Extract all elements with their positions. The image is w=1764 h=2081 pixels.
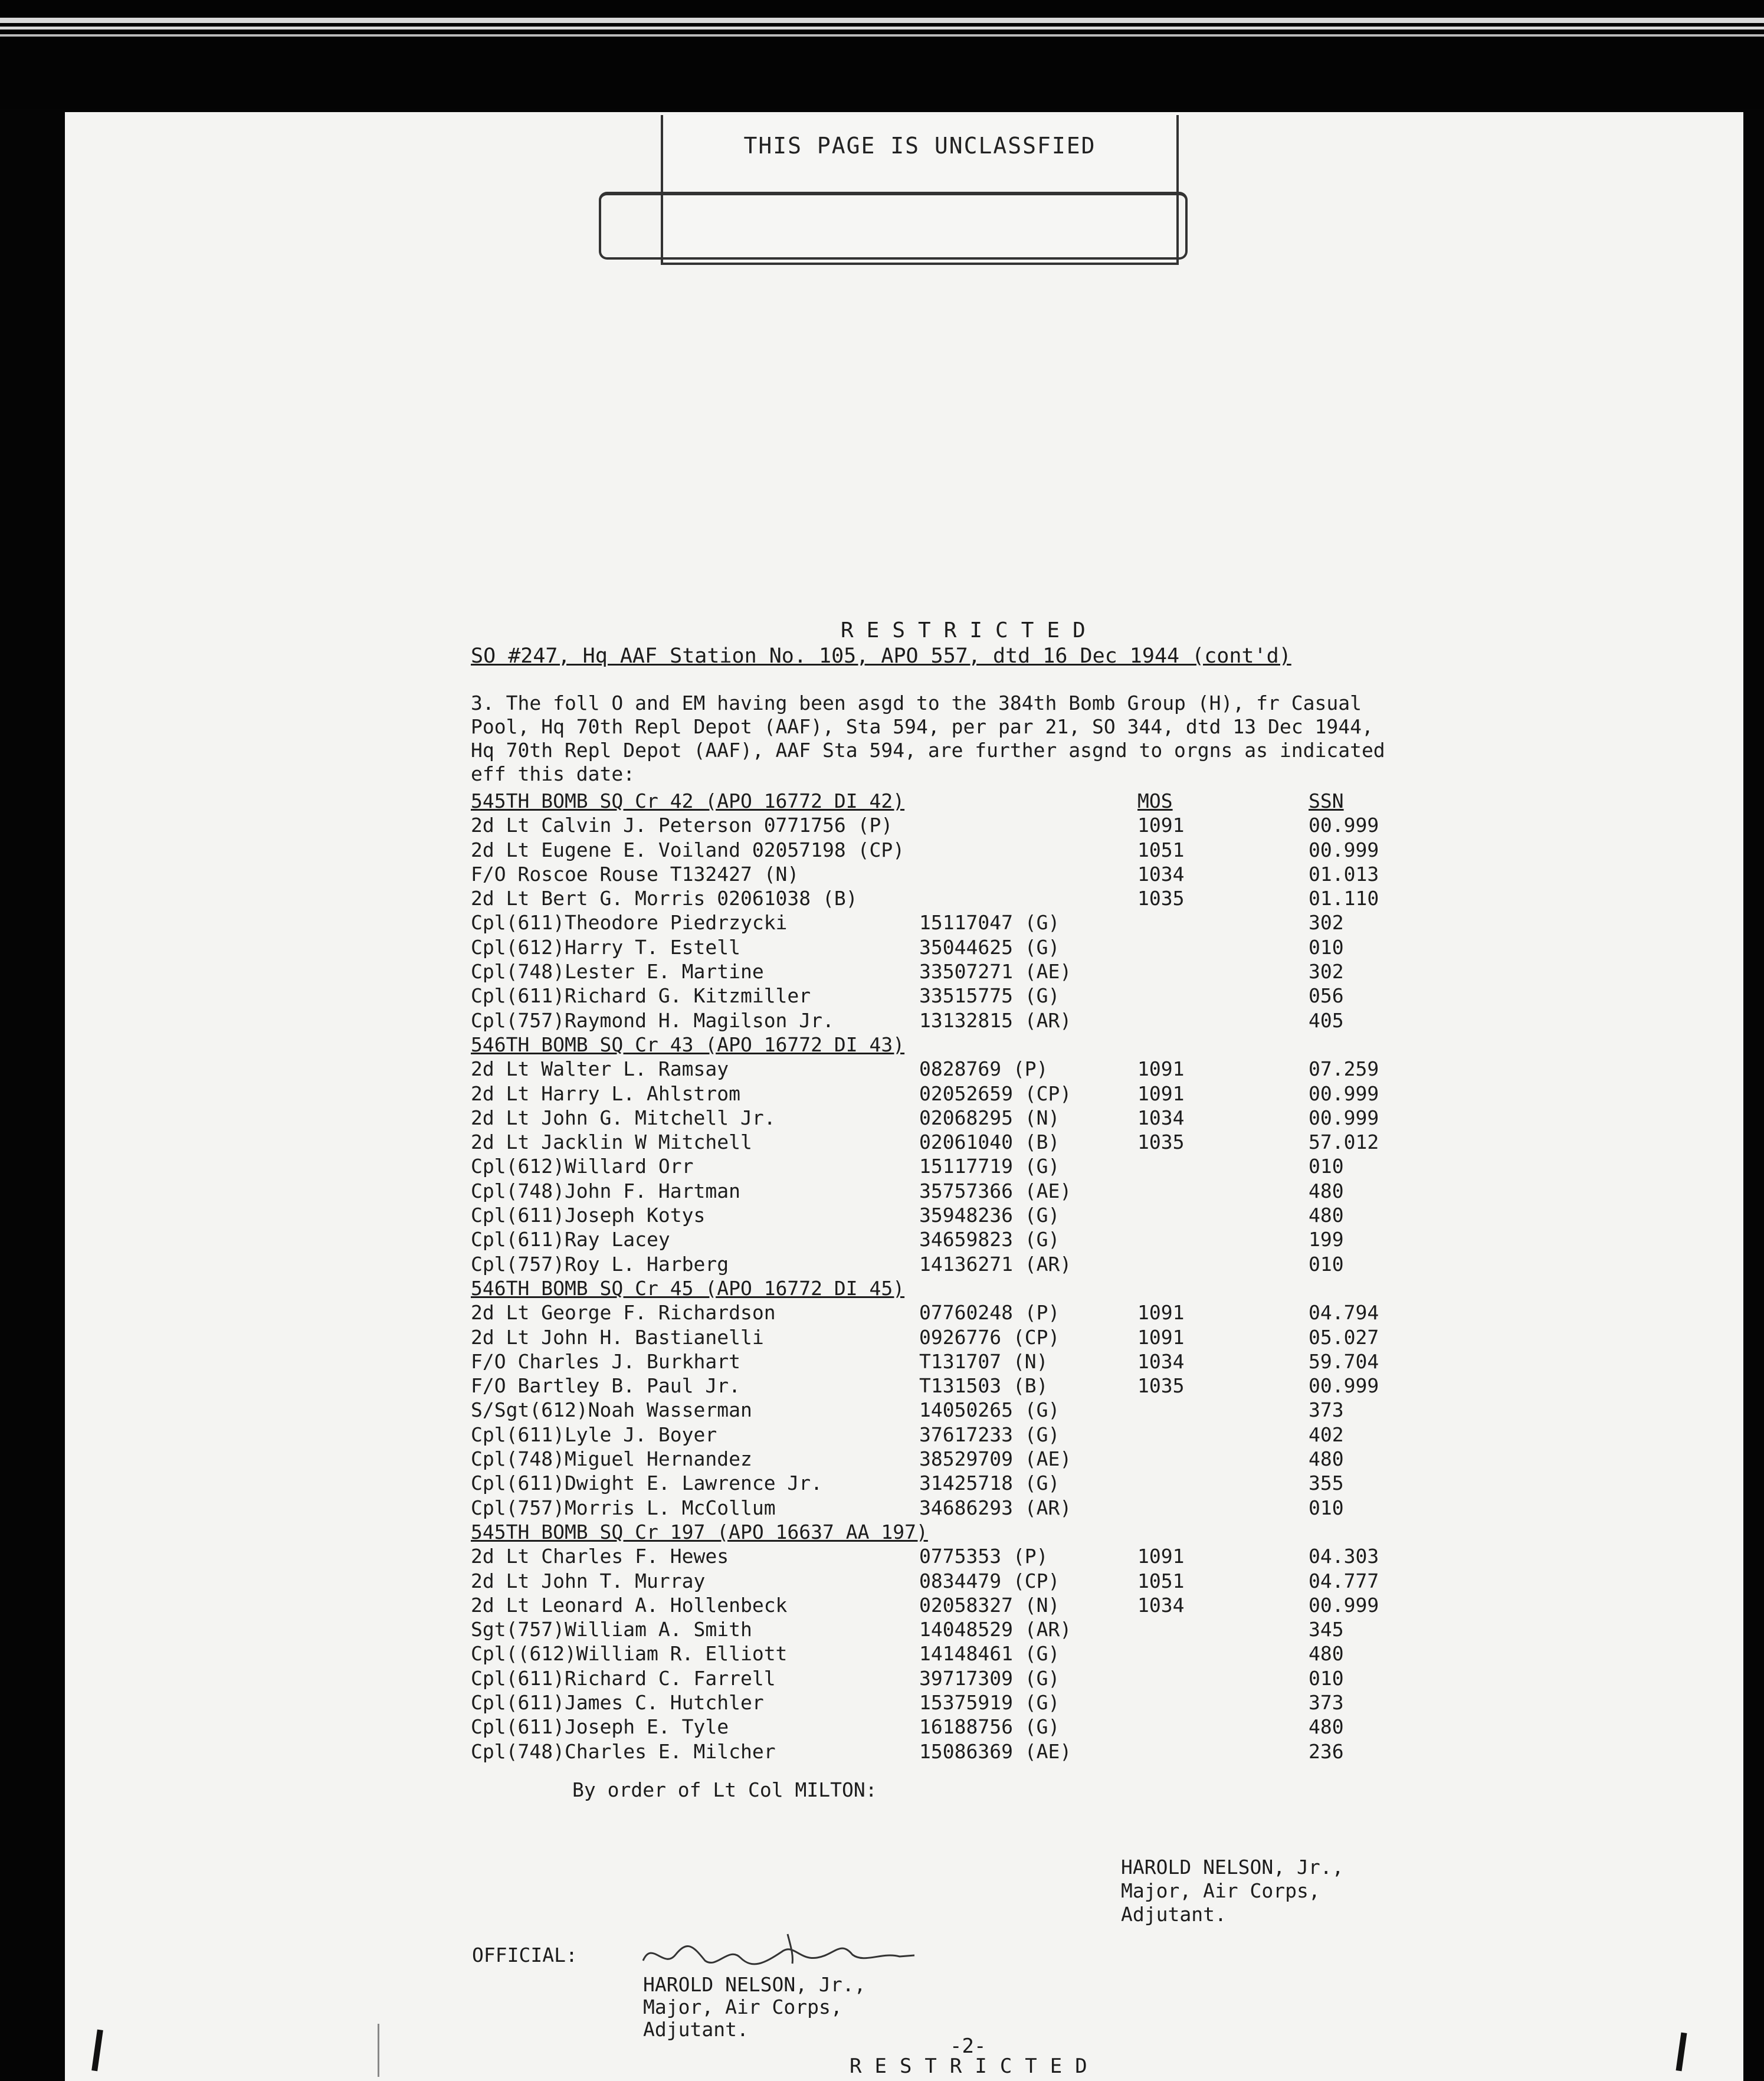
scan-artifact (378, 2024, 379, 2077)
personnel-name: Cpl(611)James C. Hutchler (471, 1690, 764, 1714)
roster-row (471, 887, 1415, 911)
ssn-code: 01.110 (1309, 887, 1379, 910)
roster-row (471, 1667, 1415, 1691)
ssn-code: 480 (1309, 1447, 1344, 1471)
classification-footer: RESTRICTED (850, 2054, 1100, 2078)
section-title: 545TH BOMB SQ Cr 42 (APO 16772 DI 42) (471, 789, 905, 812)
ssn-code: 010 (1309, 935, 1344, 959)
ssn-code: 199 (1309, 1228, 1344, 1251)
mos-code: 1091 (1137, 1082, 1185, 1105)
order-paragraph (471, 692, 1438, 786)
roster-row (471, 1398, 1415, 1423)
roster-row (471, 1642, 1415, 1666)
personnel-name: 2d Lt John H. Bastianelli (471, 1325, 764, 1349)
roster-row (471, 863, 1415, 887)
roster-row (471, 984, 1415, 1008)
mos-code: 1051 (1137, 1569, 1185, 1592)
roster-row (471, 1374, 1415, 1398)
ssn-code: 05.027 (1309, 1325, 1379, 1349)
ssn-code: 010 (1309, 1155, 1344, 1178)
serial-number: 14148461 (G) (919, 1642, 1060, 1666)
mos-code: 1035 (1137, 1374, 1185, 1398)
personnel-name: Cpl(748)Miguel Hernandez (471, 1447, 752, 1471)
personnel-name: F/O Charles J. Burkhart (471, 1349, 740, 1373)
personnel-name: Cpl(757)Raymond H. Magilson Jr. (471, 1008, 834, 1032)
order-reference: SO #247, Hq AAF Station No. 105, APO 557, dtd 16 Dec 1944 (cont'd) (471, 644, 1291, 668)
personnel-name: 2d Lt John G. Mitchell Jr. (471, 1106, 776, 1129)
roster-row (471, 1740, 1415, 1764)
serial-number: 35757366 (AE) (919, 1179, 1072, 1202)
serial-number: 34686293 (AR) (919, 1496, 1072, 1519)
by-order-line: By order of Lt Col MILTON: (572, 1778, 877, 1801)
roster-row (471, 1155, 1415, 1179)
roster-row (471, 1350, 1415, 1374)
mos-code: 1091 (1137, 1057, 1185, 1081)
serial-number: 34659823 (G) (919, 1228, 1060, 1251)
personnel-name: Cpl(748)Lester E. Martine (471, 960, 764, 984)
personnel-name: Cpl(757)Morris L. McCollum (471, 1496, 776, 1519)
roster-row (471, 1715, 1415, 1739)
ssn-code: 00.999 (1309, 1374, 1379, 1398)
paragraph-line: 3. The foll O and EM having been asgd to the 384th Bomb Group (H), fr Casual (471, 692, 1362, 715)
scan-border-line (0, 18, 1764, 23)
roster-row (471, 1423, 1415, 1447)
roster-row (471, 1691, 1415, 1715)
official-label: OFFICIAL: (472, 1944, 578, 1967)
ssn-code: 07.259 (1309, 1057, 1379, 1081)
serial-number: 35044625 (G) (919, 935, 1060, 959)
mos-code: 1091 (1137, 1325, 1185, 1349)
serial-number: 38529709 (AE) (919, 1447, 1072, 1471)
serial-number: 14048529 (AR) (919, 1618, 1072, 1641)
roster-row (471, 911, 1415, 935)
paragraph-line: Hq 70th Repl Depot (AAF), AAF Sta 594, are further asgnd to orgns as indicated (471, 739, 1385, 762)
page-number: -2- (950, 2034, 986, 2058)
ssn-code: 480 (1309, 1642, 1344, 1666)
serial-number: 02061040 (B) (919, 1130, 1060, 1154)
ssn-code: 056 (1309, 984, 1344, 1008)
scan-border-line (0, 34, 1764, 37)
signatory-block (1121, 1856, 1344, 1926)
mos-code: 1034 (1137, 1106, 1185, 1129)
ssn-code: 59.704 (1309, 1349, 1379, 1373)
paragraph-line: eff this date: (471, 762, 635, 785)
ssn-code: 373 (1309, 1690, 1344, 1714)
personnel-name: F/O Bartley B. Paul Jr. (471, 1374, 740, 1398)
ssn-code: 373 (1309, 1398, 1344, 1422)
serial-number: 02052659 (CP) (919, 1082, 1072, 1105)
ssn-code: 01.013 (1309, 862, 1379, 886)
serial-number: 0775353 (P) (919, 1545, 1048, 1568)
official-line: HAROLD NELSON, Jr., (643, 1973, 866, 1996)
ssn-code: 480 (1309, 1179, 1344, 1202)
personnel-name: Cpl(611)Richard C. Farrell (471, 1666, 776, 1690)
signatory-line: Adjutant. (1121, 1903, 1227, 1926)
ssn-code: 00.999 (1309, 1593, 1379, 1617)
ssn-code: 010 (1309, 1496, 1344, 1519)
personnel-name: 2d Lt Bert G. Morris 02061038 (B) (471, 887, 858, 910)
roster-section-header (471, 1277, 1415, 1301)
section-title: 546TH BOMB SQ Cr 43 (APO 16772 DI 43) (471, 1033, 905, 1056)
mos-code: 1034 (1137, 862, 1185, 886)
ssn-code: 355 (1309, 1472, 1344, 1495)
personnel-name: 2d Lt George F. Richardson (471, 1301, 776, 1325)
roster-section-header (471, 789, 1415, 814)
serial-number: 37617233 (G) (919, 1423, 1060, 1446)
serial-number: 0926776 (CP) (919, 1325, 1060, 1349)
ssn-code: 010 (1309, 1252, 1344, 1276)
signatory-line: Major, Air Corps, (1121, 1879, 1320, 1902)
official-signature-block (643, 1974, 866, 2041)
serial-number: 0828769 (P) (919, 1057, 1048, 1081)
personnel-name: Cpl(612)Harry T. Estell (471, 935, 740, 959)
personnel-name: 2d Lt Jacklin W Mitchell (471, 1130, 752, 1154)
roster-row (471, 1179, 1415, 1204)
section-title: 545TH BOMB SQ Cr 197 (APO 16637 AA 197) (471, 1520, 928, 1543)
roster-row (471, 1057, 1415, 1082)
ssn-code: 236 (1309, 1739, 1344, 1763)
column-header-ssn: SSN (1309, 789, 1344, 812)
mos-code: 1091 (1137, 1545, 1185, 1568)
mos-code: 1091 (1137, 814, 1185, 837)
personnel-roster (471, 789, 1415, 1764)
roster-row (471, 1082, 1415, 1106)
personnel-name: 2d Lt Walter L. Ramsay (471, 1057, 729, 1081)
serial-number: 07760248 (P) (919, 1301, 1060, 1325)
personnel-name: S/Sgt(612)Noah Wasserman (471, 1398, 752, 1422)
personnel-name: Sgt(757)William A. Smith (471, 1618, 752, 1641)
ssn-code: 480 (1309, 1715, 1344, 1739)
serial-number: 15086369 (AE) (919, 1739, 1072, 1763)
ssn-code: 00.999 (1309, 814, 1379, 837)
mos-code: 1091 (1137, 1301, 1185, 1325)
serial-number: 33515775 (G) (919, 984, 1060, 1008)
mos-code: 1035 (1137, 887, 1185, 910)
serial-number: 15117047 (G) (919, 911, 1060, 935)
ssn-code: 345 (1309, 1618, 1344, 1641)
roster-row (471, 1447, 1415, 1472)
mos-code: 1051 (1137, 838, 1185, 861)
personnel-name: Cpl(611)Dwight E. Lawrence Jr. (471, 1472, 823, 1495)
serial-number: 33507271 (AE) (919, 960, 1072, 984)
serial-number: T131503 (B) (919, 1374, 1048, 1398)
paragraph-line: Pool, Hq 70th Repl Depot (AAF), Sta 594, per par 21, SO 344, dtd 13 Dec 1944, (471, 715, 1373, 738)
serial-number: 16188756 (G) (919, 1715, 1060, 1739)
ssn-code: 00.999 (1309, 1106, 1379, 1129)
serial-number: 39717309 (G) (919, 1666, 1060, 1690)
roster-row (471, 1106, 1415, 1130)
roster-row (471, 1253, 1415, 1277)
mos-code: 1034 (1137, 1593, 1185, 1617)
personnel-name: 2d Lt Harry L. Ahlstrom (471, 1082, 740, 1105)
personnel-name: 2d Lt Eugene E. Voiland 02057198 (CP) (471, 838, 905, 861)
scan-top-border (0, 0, 1764, 109)
personnel-name: Cpl(611)Lyle J. Boyer (471, 1423, 717, 1446)
serial-number: T131707 (N) (919, 1349, 1048, 1373)
personnel-name: Cpl(611)Joseph E. Tyle (471, 1715, 729, 1739)
serial-number: 15375919 (G) (919, 1690, 1060, 1714)
official-line: Major, Air Corps, (643, 1995, 842, 2018)
ssn-code: 00.999 (1309, 1082, 1379, 1105)
serial-number: 15117719 (G) (919, 1155, 1060, 1178)
stamp-text: THIS PAGE IS UNCLASSFIED (743, 133, 1096, 159)
personnel-name: Cpl(757)Roy L. Harberg (471, 1252, 729, 1276)
stamp-lower-frame (599, 192, 1188, 260)
roster-section-header (471, 1520, 1415, 1545)
classification-header: RESTRICTED (841, 618, 1099, 643)
personnel-name: Cpl(611)Theodore Piedrzycki (471, 911, 788, 935)
ssn-code: 04.794 (1309, 1301, 1379, 1325)
roster-row (471, 1618, 1415, 1642)
serial-number: 02058327 (N) (919, 1593, 1060, 1617)
personnel-name: F/O Roscoe Rouse T132427 (N) (471, 862, 799, 886)
serial-number: 14136271 (AR) (919, 1252, 1072, 1276)
serial-number: 13132815 (AR) (919, 1008, 1072, 1032)
section-title: 546TH BOMB SQ Cr 45 (APO 16772 DI 45) (471, 1276, 905, 1300)
mos-code: 1034 (1137, 1349, 1185, 1373)
roster-row (471, 960, 1415, 984)
ssn-code: 04.303 (1309, 1545, 1379, 1568)
roster-row (471, 814, 1415, 838)
signatory-line: HAROLD NELSON, Jr., (1121, 1856, 1344, 1879)
handwritten-signature (640, 1928, 917, 1975)
ssn-code: 480 (1309, 1204, 1344, 1227)
personnel-name: Cpl((612)William R. Elliott (471, 1642, 788, 1666)
ssn-code: 04.777 (1309, 1569, 1379, 1592)
roster-row (471, 1009, 1415, 1033)
roster-row (471, 1301, 1415, 1325)
ssn-code: 302 (1309, 911, 1344, 935)
roster-row (471, 1569, 1415, 1594)
column-header-mos: MOS (1137, 789, 1173, 812)
roster-row (471, 1326, 1415, 1350)
scan-border-line (0, 27, 1764, 30)
roster-row (471, 1228, 1415, 1252)
personnel-name: Cpl(611)Joseph Kotys (471, 1204, 706, 1227)
ssn-code: 57.012 (1309, 1130, 1379, 1154)
personnel-name: 2d Lt John T. Murray (471, 1569, 706, 1592)
official-line: Adjutant. (643, 2018, 749, 2041)
ssn-code: 302 (1309, 960, 1344, 984)
roster-row (471, 1545, 1415, 1569)
ssn-code: 00.999 (1309, 838, 1379, 861)
serial-number: 35948236 (G) (919, 1204, 1060, 1227)
personnel-name: Cpl(611)Richard G. Kitzmiller (471, 984, 811, 1008)
roster-row (471, 1496, 1415, 1520)
personnel-name: Cpl(748)Charles E. Milcher (471, 1739, 776, 1763)
roster-row (471, 1594, 1415, 1618)
personnel-name: Cpl(611)Ray Lacey (471, 1228, 670, 1251)
serial-number: 31425718 (G) (919, 1472, 1060, 1495)
roster-row (471, 838, 1415, 863)
personnel-name: 2d Lt Calvin J. Peterson 0771756 (P) (471, 814, 893, 837)
roster-row (471, 1472, 1415, 1496)
serial-number: 02068295 (N) (919, 1106, 1060, 1129)
ssn-code: 402 (1309, 1423, 1344, 1446)
roster-section-header (471, 1033, 1415, 1057)
ssn-code: 010 (1309, 1666, 1344, 1690)
personnel-name: 2d Lt Leonard A. Hollenbeck (471, 1593, 788, 1617)
ssn-code: 405 (1309, 1008, 1344, 1032)
mos-code: 1035 (1137, 1130, 1185, 1154)
roster-row (471, 936, 1415, 960)
personnel-name: Cpl(612)Willard Orr (471, 1155, 694, 1178)
personnel-name: Cpl(748)John F. Hartman (471, 1179, 740, 1202)
personnel-name: 2d Lt Charles F. Hewes (471, 1545, 729, 1568)
roster-row (471, 1130, 1415, 1155)
serial-number: 14050265 (G) (919, 1398, 1060, 1422)
roster-row (471, 1204, 1415, 1228)
serial-number: 0834479 (CP) (919, 1569, 1060, 1592)
